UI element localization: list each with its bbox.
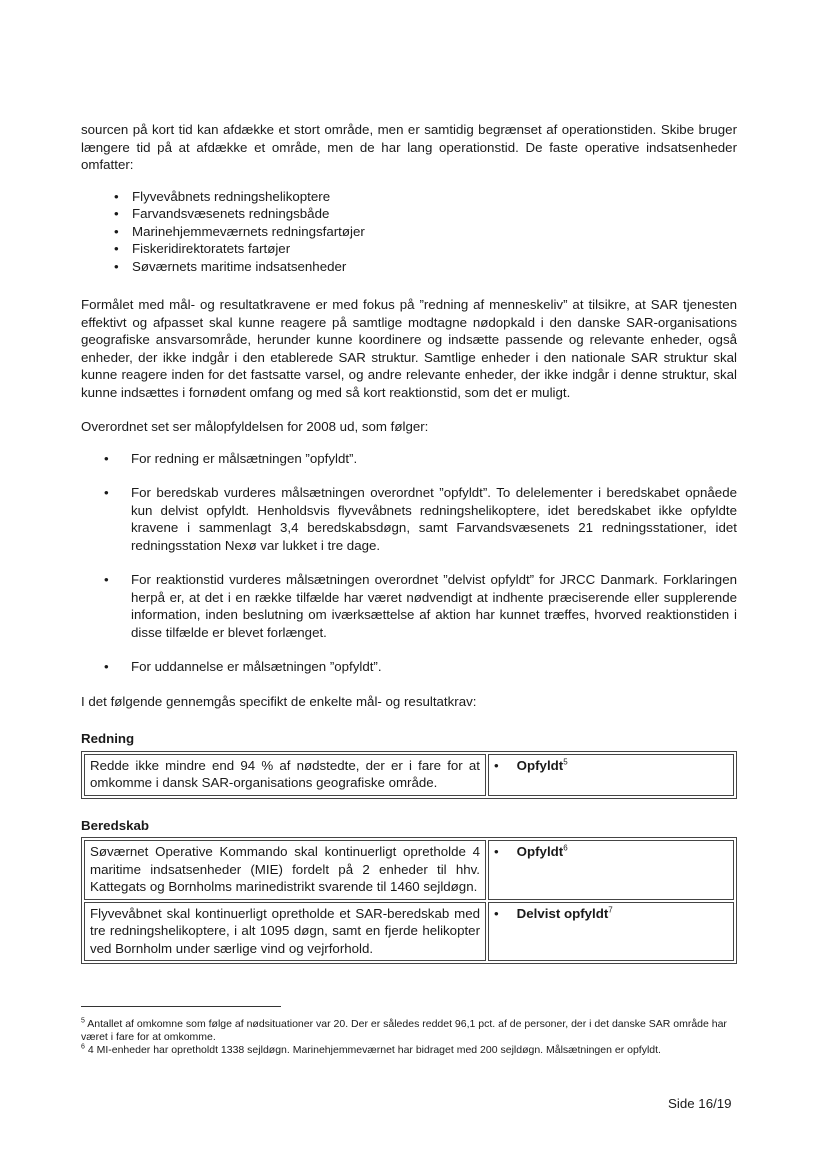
- list-item: [104, 658, 737, 676]
- footnote: [81, 1044, 737, 1057]
- list-item: [114, 223, 737, 241]
- page-number: Side 16/19: [668, 1096, 732, 1111]
- list-item-text: Farvandsvæsenets redningsbåde: [132, 206, 330, 221]
- status-text: Opfyldt: [516, 757, 564, 773]
- list-item: [114, 188, 737, 206]
- bullet-icon: •: [494, 905, 499, 921]
- list-item-text: For redning er målsætningen ”opfyldt”.: [131, 450, 358, 466]
- bullet-icon: •: [114, 188, 119, 204]
- footnote-mark: 5: [81, 1017, 85, 1025]
- bullet-icon: •: [104, 572, 109, 587]
- list-item-text: Søværnets maritime indsatsenheder: [132, 258, 347, 274]
- list-item-text: For uddannelse er målsætningen ”opfyldt”.: [131, 659, 382, 674]
- status-text: Opfyldt: [516, 844, 564, 859]
- list-item-text: Fiskeridirektoratets fartøjer: [132, 241, 291, 256]
- footnote-mark: 6: [81, 1043, 85, 1051]
- overall-paragraph: Overordnet set ser målopfyldelsen for 2008 ud, som følger:: [81, 419, 429, 434]
- list-item-text: Marinehjemmeværnets redningsfartøjer: [132, 223, 365, 239]
- section-title-redning: Redning: [81, 731, 135, 746]
- footnote-text: Antallet af omkomne som følge af nødsituationer var 20. Der er således reddet 96,1 pct. af de personer, der i det danske SAR område har været i fare for at omkomme.: [81, 1018, 727, 1043]
- footnotes: [81, 1018, 737, 1057]
- list-item: [114, 258, 737, 276]
- bullet-icon: •: [494, 844, 499, 859]
- list-item: [104, 571, 737, 641]
- list-item-text: For reaktionstid vurderes målsætningen overordnet ”delvist opfyldt” for JRCC Danmark. Forklaringen herpå er, at det i en række tilfælde har været nødvendigt at indhente præciserende eller supplerende information, inden beslutning om iværksættelse af aktion har kunnet træffes, hvorved reaktionstiden i disse tilfælde er blevet forlænget.: [131, 572, 737, 640]
- purpose-paragraph: Formålet med mål- og resultatkravene er med fokus på ”redning af menneskeliv” at tilsikre, at SAR tjenesten effektivt og afpasset skal kunne reagere på samtlige modtagne nødopkald i den danske SAR-organisations geografiske ansvarsområde, herunder kunne koordinere og indsætte passende og relevante enheder, også enheder, der ikke indgår i den etablerede SAR struktur. Samtlige enheder i den nationale SAR struktur skal kunne reagere inden for det fastsatte varsel, og andre relevante enheder, der ikke indgår i denne struktur, skal kunne indsættes i fornødent omfang og med så kort reaktionstid, som det er muligt.: [81, 297, 737, 400]
- bullet-icon: •: [114, 206, 119, 221]
- list-item-text: For beredskab vurderes målsætningen overordnet ”opfyldt”. To delelementer i beredskabet opnåede kun delvist opfyldt. Henholdsvis flyvevåbnets redningshelikoptere, idet beredskabet ikke opfyldte kravene i sammenlagt 3,4 beredskabsdøgn, samt Farvandsvæsenets 21 redningsstationer, idet redningsstation Nexø var lukket i tre dage.: [131, 485, 737, 553]
- list-item: [114, 240, 737, 258]
- bullet-icon: •: [114, 223, 119, 239]
- status-cell: [488, 840, 734, 900]
- list-item-text: Flyvevåbnets redningshelikoptere: [132, 188, 331, 204]
- redning-table: [81, 751, 737, 799]
- status-cell: [488, 754, 734, 796]
- bullet-icon: •: [114, 241, 119, 256]
- beredskab-table: [81, 837, 737, 964]
- status-cell: [488, 902, 734, 962]
- bullet-icon: •: [104, 659, 109, 674]
- operative-units-list: [81, 188, 737, 276]
- status-text: Delvist opfyldt: [516, 905, 609, 921]
- bullet-icon: •: [104, 485, 109, 500]
- list-item: [104, 450, 737, 468]
- footnote-text: 4 MI-enheder har opretholdt 1338 sejldøgn. Marinehjemmeværnet har bidraget med 200 sejldøgn. Målsætningen er opfyldt.: [87, 1044, 661, 1056]
- document-page: [81, 121, 737, 982]
- footnote: [81, 1018, 737, 1044]
- table-row: [84, 902, 734, 962]
- intro-paragraph: sourcen på kort tid kan afdække et stort område, men er samtidig begrænset af operationstiden. Skibe bruger længere tid på at afdække et område, men de har lang operationstid. De faste operative indsatsenheder omfatter:: [81, 122, 737, 172]
- footnote-divider: [81, 1006, 281, 1007]
- list-item: [104, 484, 737, 554]
- footnote-ref: 7: [608, 905, 613, 915]
- table-row: [84, 840, 734, 900]
- bullet-icon: •: [114, 258, 119, 274]
- footnote-ref: 6: [563, 843, 568, 853]
- bullet-icon: •: [494, 757, 499, 773]
- requirement-cell: Flyvevåbnet skal kontinuerligt opretholde et SAR-beredskab med tre redningshelikoptere, i alt 1095 døgn, samt en fjerde helikopter ved Bornholm under særlige vind og vejrforhold.: [84, 902, 486, 962]
- results-list: [81, 450, 737, 676]
- footnote-ref: 5: [563, 757, 568, 767]
- bullet-icon: •: [104, 450, 109, 466]
- section-title-beredskab: Beredskab: [81, 817, 149, 833]
- requirement-cell: Redde ikke mindre end 94 % af nødstedte, der er i fare for at omkomme i dansk SAR-organisations geografiske område.: [84, 754, 486, 796]
- table-row: [84, 754, 734, 796]
- list-item: [114, 205, 737, 223]
- requirement-cell: Søværnet Operative Kommando skal kontinuerligt opretholde 4 maritime indsatsenheder (MIE) fordelt på 2 enheder til hhv. Kattegats og Bornholms marinedistrikt svarende til 1460 sejldøgn.: [84, 840, 486, 900]
- follow-paragraph: I det følgende gennemgås specifikt de enkelte mål- og resultatkrav:: [81, 693, 477, 709]
